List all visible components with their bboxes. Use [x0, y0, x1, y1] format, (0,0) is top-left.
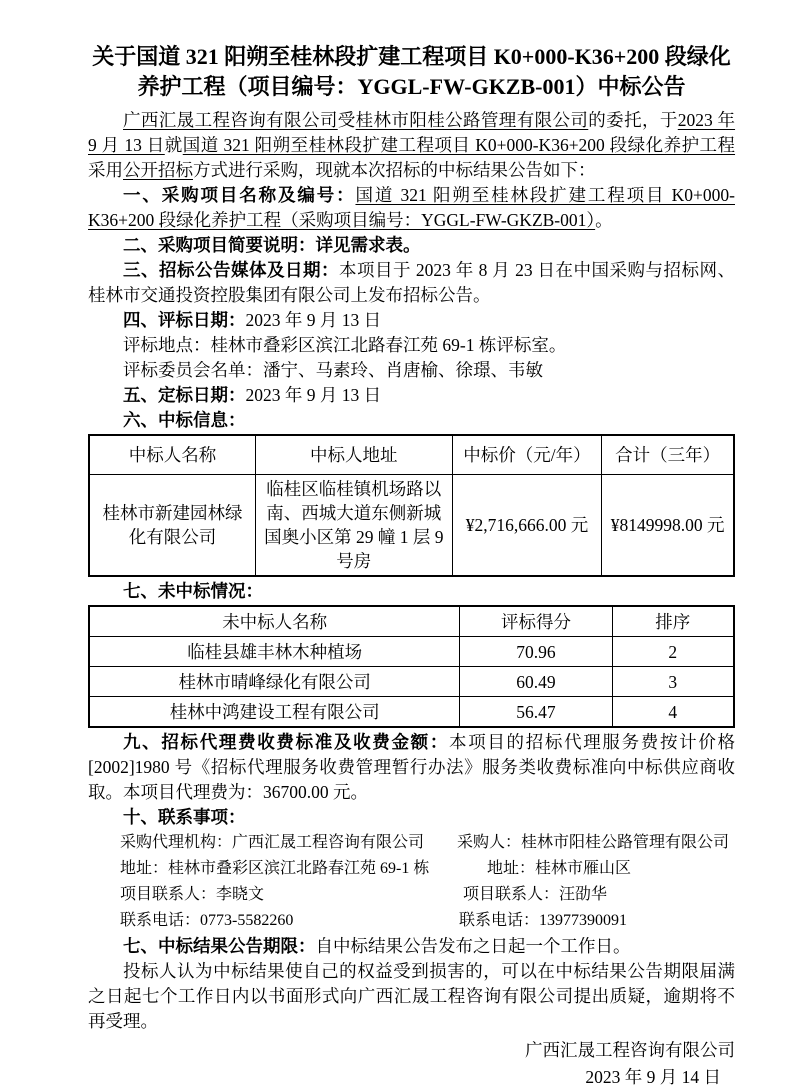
- section-7-losers: [88, 579, 735, 604]
- intro-text: 受: [337, 110, 356, 130]
- agency-contact: 采购代理机构：广西汇晟工程咨询有限公司: [120, 834, 425, 851]
- agency-contact-person: 项目联系人：李晓文: [120, 886, 265, 903]
- section-text: 本项目的招标代理服务费按计价格[2002]1980 号《招标代理服务收费管理暂行办法》服务类收费标准向中标供应商收取。本项目代理费为：36700.00 元。: [88, 732, 735, 802]
- eval-date: 2023 年 9 月 13 日: [245, 310, 382, 330]
- winner-address: 临桂区临桂镇机场路以南、西城大道东侧新城国奥小区第 29 幢 1 层 9 号房: [255, 475, 452, 577]
- loser-name: 桂林市晴峰绿化有限公司: [89, 667, 460, 697]
- section-label: 三、招标公告媒体及日期：: [123, 260, 339, 280]
- purchaser-phone: 联系电话：13977390091: [459, 912, 628, 929]
- winner-col-total: 合计（三年）: [602, 435, 734, 475]
- procurement-method: 公开招标: [123, 160, 193, 180]
- section-label: 七、未中标情况：: [123, 581, 263, 601]
- section-label: 六、中标信息：: [123, 410, 246, 430]
- section-label: 九、招标代理费收费标准及收费金额：: [123, 732, 450, 752]
- purchaser-contact: 采购人：桂林市阳桂公路管理有限公司: [457, 834, 730, 851]
- winner-col-price: 中标价（元/年）: [452, 435, 602, 475]
- intro-text: 的委托，于: [588, 110, 678, 130]
- loser-col-name: 未中标人名称: [89, 606, 460, 637]
- intro-text: 采用: [88, 160, 123, 180]
- loser-name: 临桂县雄丰林木种植场: [89, 637, 460, 667]
- loser-table: [88, 605, 735, 728]
- loser-rank: 3: [612, 667, 734, 697]
- loser-table-row: [89, 637, 734, 667]
- section-label: 二、采购项目简要说明：: [123, 235, 316, 255]
- bid-date: 2023 年 9 月 13 日: [88, 110, 736, 155]
- winner-table-wrap: [88, 434, 735, 577]
- section-text: 详见需求表。: [315, 235, 421, 255]
- loser-table-row: [89, 697, 734, 728]
- winner-col-address: 中标人地址: [255, 435, 452, 475]
- section-label: 四、评标日期：: [123, 310, 246, 330]
- client-name: 桂林市阳桂公路管理有限公司: [355, 110, 589, 130]
- loser-col-score: 评标得分: [460, 606, 612, 637]
- section-9-agency-fee: [88, 730, 735, 805]
- project-name: 国道 321 阳朔至桂林段扩建工程项目 K0+000-K36+200 段绿化养护工程: [182, 135, 736, 155]
- section-3-media-date: [88, 258, 735, 308]
- loser-table-wrap: [88, 605, 735, 728]
- purchaser-contact-person: 项目联系人：汪劭华: [463, 886, 608, 903]
- winner-total: ¥8149998.00 元: [602, 475, 734, 577]
- agency-address: 地址：桂林市叠彩区滨江北路春江苑 69-1 栋: [120, 860, 430, 877]
- loser-rank: 2: [612, 637, 734, 667]
- purchaser-address: 地址：桂林市雁山区: [487, 860, 632, 877]
- signature-date: 2023 年 9 月 14 日: [585, 1067, 721, 1087]
- contact-row: [120, 908, 735, 934]
- contacts-block: [120, 830, 735, 934]
- loser-score: 70.96: [460, 637, 612, 667]
- loser-score: 56.47: [460, 697, 612, 728]
- eval-committee-line: 评标委员会名单：潘宁、马素玲、肖唐榆、徐璟、韦敏: [123, 360, 543, 380]
- loser-col-rank: 排序: [612, 606, 734, 637]
- award-date: 2023 年 9 月 13 日: [245, 385, 382, 405]
- winner-table-row: [89, 475, 734, 577]
- section-label: 七、中标结果公告期限：: [123, 936, 316, 956]
- section-2-brief: [88, 233, 735, 258]
- intro-text: 方式进行采购，现就本次招标的中标结果公告如下：: [193, 160, 596, 180]
- section-label: 五、定标日期：: [123, 385, 246, 405]
- loser-table-row: [89, 667, 734, 697]
- section-10-contacts: [88, 805, 735, 830]
- intro-text: 就: [164, 135, 183, 155]
- winner-table: [88, 434, 735, 577]
- winner-col-name: 中标人名称: [89, 435, 255, 475]
- project-name-and-code: 国道 321 阳朔至桂林段扩建工程项目 K0+000-K36+200 段绿化养护工程（采购项目编号：YGGL-FW-GKZB-001）: [88, 185, 735, 230]
- section-4-eval-date: [88, 308, 735, 333]
- agency-name: 广西汇晟工程咨询有限公司: [123, 110, 338, 130]
- section-text: 。: [595, 210, 613, 230]
- intro-paragraph: [88, 108, 735, 183]
- section-text: 自中标结果公告发布之日起一个工作日。: [315, 936, 631, 956]
- page-title: 关于国道 321 阳朔至桂林段扩建工程项目 K0+000-K36+200 段绿化养护工程（项目编号：YGGL-FW-GKZB-001）中标公告: [92, 44, 731, 99]
- section-text: 本项目于 2023 年 8 月 23 日在中国采购与招标网、桂林市交通投资控股集团有限公司上发布招标公告。: [88, 260, 735, 305]
- loser-name: 桂林中鸿建设工程有限公司: [89, 697, 460, 728]
- winner-name: 桂林市新建园林绿化有限公司: [89, 475, 255, 577]
- winner-table-header-row: [89, 435, 734, 475]
- signature-company: 广西汇晟工程咨询有限公司: [525, 1040, 735, 1060]
- contact-row: [120, 830, 735, 856]
- section-7b-announce-period: [88, 934, 735, 959]
- winner-price: ¥2,716,666.00 元: [452, 475, 602, 577]
- eval-place-line: 评标地点：桂林市叠彩区滨江北路春江苑 69-1 栋评标室。: [123, 335, 567, 355]
- contact-row: [120, 856, 735, 882]
- section-label: 一、采购项目名称及编号：: [123, 185, 356, 205]
- contact-row: [120, 882, 735, 908]
- section-1-project-name: [88, 183, 735, 233]
- objection-paragraph: 投标人认为中标结果使自己的权益受到损害的，可以在中标结果公告期限届满之日起七个工作日内以书面形式向广西汇晟工程咨询有限公司提出质疑，逾期将不再受理。: [88, 961, 735, 1031]
- agency-phone: 联系电话：0773-5582260: [120, 912, 294, 929]
- section-5-award-date: [88, 383, 735, 408]
- loser-score: 60.49: [460, 667, 612, 697]
- loser-table-header-row: [89, 606, 734, 637]
- section-label: 十、联系事项：: [123, 807, 246, 827]
- section-6-winner-info: [88, 408, 735, 433]
- loser-rank: 4: [612, 697, 734, 728]
